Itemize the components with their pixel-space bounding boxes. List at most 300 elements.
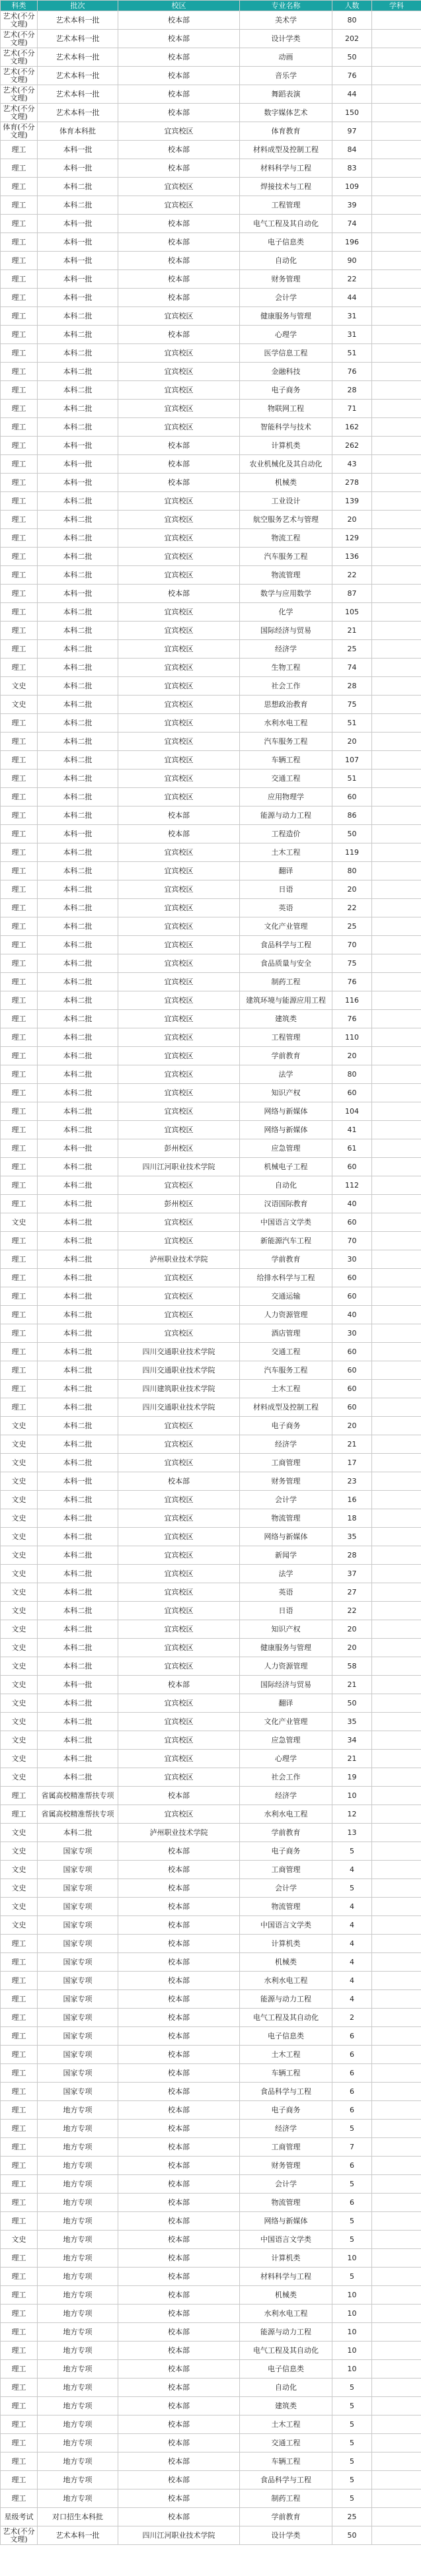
cell-subject: 理工	[1, 806, 38, 825]
cell-major: 化学	[240, 603, 332, 622]
cell-count: 25	[332, 640, 372, 659]
cell-campus: 宜宾校区	[118, 1102, 240, 1121]
cell-batch: 地方专项	[38, 2397, 118, 2415]
cell-campus: 校本部	[118, 2268, 240, 2286]
cell-campus: 宜宾校区	[118, 1602, 240, 1620]
table-row	[1, 659, 421, 677]
cell-major: 酒店管理	[240, 1324, 332, 1343]
cell-batch: 本科二批	[38, 954, 118, 973]
cell-discipline	[372, 1620, 421, 1639]
cell-count: 27	[332, 1583, 372, 1602]
cell-batch: 艺术本科一批	[38, 30, 118, 48]
cell-discipline	[372, 696, 421, 714]
cell-count: 4	[332, 1861, 372, 1879]
cell-subject: 文史	[1, 1565, 38, 1583]
table-row	[1, 2360, 421, 2379]
table-row	[1, 1676, 421, 1694]
table-row	[1, 640, 421, 659]
cell-major: 制药工程	[240, 973, 332, 991]
cell-major: 学前教育	[240, 1047, 332, 1065]
table-row	[1, 899, 421, 917]
cell-major: 水利水电工程	[240, 2305, 332, 2323]
cell-major: 文化产业管理	[240, 1713, 332, 1731]
cell-discipline	[372, 1842, 421, 1861]
cell-major: 水利水电工程	[240, 1972, 332, 1990]
cell-batch: 本科一批	[38, 215, 118, 233]
cell-campus: 校本部	[118, 1898, 240, 1916]
cell-campus: 校本部	[118, 141, 240, 159]
cell-major: 食品科学与工程	[240, 2471, 332, 2489]
cell-count: 76	[332, 67, 372, 85]
cell-campus: 校本部	[118, 474, 240, 492]
cell-discipline	[372, 1602, 421, 1620]
cell-discipline	[372, 1750, 421, 1768]
cell-subject: 理工	[1, 455, 38, 474]
cell-discipline	[372, 233, 421, 252]
cell-discipline	[372, 2342, 421, 2360]
cell-campus: 宜宾校区	[118, 1639, 240, 1657]
cell-discipline	[372, 751, 421, 769]
cell-campus: 校本部	[118, 1916, 240, 1935]
cell-subject: 理工	[1, 2212, 38, 2231]
cell-count: 25	[332, 917, 372, 936]
cell-major: 日语	[240, 1602, 332, 1620]
cell-count: 5	[332, 2434, 372, 2452]
cell-batch: 本科二批	[38, 936, 118, 954]
cell-discipline	[372, 1398, 421, 1417]
cell-count: 40	[332, 1306, 372, 1324]
cell-major: 会计学	[240, 2175, 332, 2194]
cell-subject: 文史	[1, 1842, 38, 1861]
cell-batch: 国家专项	[38, 2064, 118, 2083]
cell-major: 知识产权	[240, 1620, 332, 1639]
cell-discipline	[372, 30, 421, 48]
cell-major: 日语	[240, 880, 332, 899]
cell-subject: 文史	[1, 1417, 38, 1435]
table-row	[1, 1842, 421, 1861]
cell-batch: 国家专项	[38, 1990, 118, 2009]
cell-subject: 理工	[1, 270, 38, 289]
cell-discipline	[372, 1232, 421, 1250]
header-campus: 校区	[118, 1, 240, 11]
cell-count: 10	[332, 2305, 372, 2323]
cell-count: 22	[332, 1602, 372, 1620]
cell-batch: 地方专项	[38, 2286, 118, 2305]
cell-major: 工程管理	[240, 1028, 332, 1047]
cell-major: 国际经济与贸易	[240, 622, 332, 640]
table-row	[1, 2175, 421, 2194]
cell-batch: 国家专项	[38, 1861, 118, 1879]
header-row	[1, 1, 421, 11]
cell-count: 31	[332, 307, 372, 326]
cell-batch: 本科一批	[38, 270, 118, 289]
cell-subject: 理工	[1, 437, 38, 455]
cell-subject: 文史	[1, 1824, 38, 1842]
cell-count: 6	[332, 2194, 372, 2212]
cell-subject: 艺术(不分文理)	[1, 85, 38, 104]
cell-batch: 本科二批	[38, 843, 118, 862]
cell-campus: 宜宾校区	[118, 917, 240, 936]
table-row	[1, 1657, 421, 1676]
cell-count: 4	[332, 1953, 372, 1972]
cell-discipline	[372, 880, 421, 899]
cell-subject: 理工	[1, 492, 38, 511]
cell-campus: 宜宾校区	[118, 1324, 240, 1343]
cell-campus: 校本部	[118, 215, 240, 233]
header-count: 人数	[332, 1, 372, 11]
cell-batch: 本科二批	[38, 1121, 118, 1139]
cell-major: 健康服务与管理	[240, 307, 332, 326]
table-row	[1, 1195, 421, 1213]
cell-campus: 校本部	[118, 2064, 240, 2083]
cell-count: 105	[332, 603, 372, 622]
table-row	[1, 1916, 421, 1935]
table-row	[1, 85, 421, 104]
table-row	[1, 511, 421, 529]
table-row	[1, 1287, 421, 1306]
table-row	[1, 418, 421, 437]
cell-campus: 泸州职业技术学院	[118, 1824, 240, 1842]
table-row	[1, 1343, 421, 1361]
table-row	[1, 178, 421, 196]
cell-discipline	[372, 48, 421, 67]
cell-batch: 地方专项	[38, 2194, 118, 2212]
cell-subject: 理工	[1, 2083, 38, 2101]
table-row	[1, 1583, 421, 1602]
table-row	[1, 2212, 421, 2231]
cell-batch: 本科二批	[38, 1287, 118, 1306]
cell-campus: 校本部	[118, 48, 240, 67]
cell-discipline	[372, 2120, 421, 2138]
cell-batch: 本科二批	[38, 973, 118, 991]
cell-count: 10	[332, 2323, 372, 2342]
table-row	[1, 215, 421, 233]
table-row	[1, 1509, 421, 1528]
table-row	[1, 806, 421, 825]
cell-discipline	[372, 363, 421, 381]
cell-discipline	[372, 1269, 421, 1287]
cell-batch: 地方专项	[38, 2120, 118, 2138]
cell-subject: 文史	[1, 1602, 38, 1620]
cell-count: 37	[332, 1565, 372, 1583]
cell-batch: 本科二批	[38, 1620, 118, 1639]
cell-subject: 文史	[1, 1491, 38, 1509]
cell-major: 电子信息类	[240, 2360, 332, 2379]
cell-count: 74	[332, 215, 372, 233]
cell-batch: 本科二批	[38, 1491, 118, 1509]
cell-major: 学前教育	[240, 2508, 332, 2526]
cell-major: 设计学类	[240, 30, 332, 48]
table-row	[1, 2120, 421, 2138]
cell-count: 30	[332, 1250, 372, 1269]
cell-discipline	[372, 991, 421, 1010]
cell-discipline	[372, 1213, 421, 1232]
cell-discipline	[372, 2249, 421, 2268]
cell-count: 6	[332, 2064, 372, 2083]
cell-discipline	[372, 1084, 421, 1102]
cell-campus: 校本部	[118, 2009, 240, 2027]
cell-campus: 泸州职业技术学院	[118, 1250, 240, 1269]
cell-count: 19	[332, 1768, 372, 1787]
cell-discipline	[372, 2452, 421, 2471]
table-row	[1, 1454, 421, 1472]
table-row	[1, 733, 421, 751]
cell-major: 中国语言文学类	[240, 1916, 332, 1935]
cell-campus: 宜宾校区	[118, 1768, 240, 1787]
cell-count: 129	[332, 529, 372, 548]
cell-count: 90	[332, 252, 372, 270]
cell-discipline	[372, 1824, 421, 1842]
cell-major: 中国语言文学类	[240, 2231, 332, 2249]
table-row	[1, 1602, 421, 1620]
table-row	[1, 2323, 421, 2342]
cell-major: 航空服务艺术与管理	[240, 511, 332, 529]
cell-discipline	[372, 1121, 421, 1139]
cell-campus: 宜宾校区	[118, 1713, 240, 1731]
cell-batch: 本科二批	[38, 917, 118, 936]
cell-discipline	[372, 2009, 421, 2027]
cell-count: 4	[332, 1916, 372, 1935]
cell-count: 5	[332, 1879, 372, 1898]
cell-subject: 理工	[1, 1250, 38, 1269]
table-row	[1, 2083, 421, 2101]
cell-count: 31	[332, 326, 372, 344]
cell-subject: 文史	[1, 1454, 38, 1472]
cell-count: 278	[332, 474, 372, 492]
cell-discipline	[372, 622, 421, 640]
cell-subject: 艺术(不分文理)	[1, 67, 38, 85]
cell-discipline	[372, 1676, 421, 1694]
cell-batch: 本科一批	[38, 437, 118, 455]
cell-count: 20	[332, 1417, 372, 1435]
cell-subject: 理工	[1, 1047, 38, 1065]
cell-campus: 校本部	[118, 2249, 240, 2268]
cell-major: 应急管理	[240, 1139, 332, 1158]
cell-discipline	[372, 2434, 421, 2452]
cell-batch: 国家专项	[38, 1935, 118, 1953]
cell-discipline	[372, 1472, 421, 1491]
cell-major: 汽车服务工程	[240, 1361, 332, 1380]
cell-major: 医学信息工程	[240, 344, 332, 363]
table-row	[1, 104, 421, 122]
cell-count: 71	[332, 400, 372, 418]
cell-campus: 宜宾校区	[118, 1491, 240, 1509]
cell-discipline	[372, 585, 421, 603]
table-row	[1, 363, 421, 381]
cell-campus: 校本部	[118, 252, 240, 270]
cell-major: 社会工作	[240, 677, 332, 696]
table-row	[1, 751, 421, 769]
cell-campus: 校本部	[118, 270, 240, 289]
cell-major: 食品科学与工程	[240, 2083, 332, 2101]
cell-discipline	[372, 1380, 421, 1398]
cell-major: 知识产权	[240, 1084, 332, 1102]
cell-campus: 校本部	[118, 2120, 240, 2138]
cell-batch: 本科二批	[38, 307, 118, 326]
cell-campus: 校本部	[118, 159, 240, 178]
cell-subject: 文史	[1, 1879, 38, 1898]
cell-batch: 本科一批	[38, 1472, 118, 1491]
cell-campus: 校本部	[118, 585, 240, 603]
cell-major: 会计学	[240, 1879, 332, 1898]
cell-batch: 地方专项	[38, 2415, 118, 2434]
cell-campus: 校本部	[118, 30, 240, 48]
cell-batch: 国家专项	[38, 2083, 118, 2101]
cell-subject: 理工	[1, 2415, 38, 2434]
cell-discipline	[372, 511, 421, 529]
cell-discipline	[372, 1694, 421, 1713]
cell-major: 电子商务	[240, 381, 332, 400]
table-row	[1, 2434, 421, 2452]
cell-major: 物流管理	[240, 1898, 332, 1916]
cell-count: 43	[332, 455, 372, 474]
cell-count: 5	[332, 2120, 372, 2138]
cell-count: 28	[332, 381, 372, 400]
table-row	[1, 1953, 421, 1972]
cell-subject: 理工	[1, 1084, 38, 1102]
cell-subject: 理工	[1, 1065, 38, 1084]
cell-discipline	[372, 2526, 421, 2545]
cell-count: 80	[332, 862, 372, 880]
cell-campus: 彭州校区	[118, 1139, 240, 1158]
cell-batch: 本科二批	[38, 1546, 118, 1565]
cell-subject: 理工	[1, 2360, 38, 2379]
cell-count: 5	[332, 2175, 372, 2194]
table-row	[1, 307, 421, 326]
table-row	[1, 289, 421, 307]
cell-campus: 宜宾校区	[118, 400, 240, 418]
cell-subject: 理工	[1, 1176, 38, 1195]
cell-major: 体育教育	[240, 122, 332, 141]
table-row	[1, 455, 421, 474]
cell-discipline	[372, 899, 421, 917]
cell-major: 法学	[240, 1065, 332, 1084]
cell-discipline	[372, 677, 421, 696]
cell-batch: 本科二批	[38, 1602, 118, 1620]
cell-discipline	[372, 381, 421, 400]
cell-subject: 文史	[1, 1435, 38, 1454]
table-row	[1, 843, 421, 862]
cell-batch: 艺术本科一批	[38, 104, 118, 122]
cell-campus: 校本部	[118, 1935, 240, 1953]
cell-campus: 宜宾校区	[118, 1010, 240, 1028]
cell-subject: 理工	[1, 252, 38, 270]
cell-count: 20	[332, 880, 372, 899]
table-row	[1, 991, 421, 1010]
table-row	[1, 1898, 421, 1916]
cell-major: 给排水科学与工程	[240, 1269, 332, 1287]
cell-count: 21	[332, 622, 372, 640]
cell-major: 工商管理	[240, 1454, 332, 1472]
cell-count: 44	[332, 289, 372, 307]
cell-discipline	[372, 104, 421, 122]
table-row	[1, 1639, 421, 1657]
cell-major: 动画	[240, 48, 332, 67]
cell-subject: 文史	[1, 1620, 38, 1639]
cell-batch: 本科二批	[38, 326, 118, 344]
cell-count: 60	[332, 1398, 372, 1417]
cell-count: 87	[332, 585, 372, 603]
table-row	[1, 2249, 421, 2268]
cell-count: 50	[332, 825, 372, 843]
cell-batch: 本科二批	[38, 1324, 118, 1343]
cell-campus: 校本部	[118, 1861, 240, 1879]
cell-discipline	[372, 1657, 421, 1676]
cell-subject: 文史	[1, 1898, 38, 1916]
cell-discipline	[372, 825, 421, 843]
cell-discipline	[372, 1935, 421, 1953]
cell-campus: 校本部	[118, 67, 240, 85]
cell-batch: 艺术本科一批	[38, 67, 118, 85]
cell-count: 60	[332, 1361, 372, 1380]
cell-campus: 宜宾校区	[118, 880, 240, 899]
cell-subject: 理工	[1, 603, 38, 622]
cell-batch: 本科二批	[38, 751, 118, 769]
cell-count: 22	[332, 899, 372, 917]
table-row	[1, 2397, 421, 2415]
table-row	[1, 2286, 421, 2305]
cell-discipline	[372, 2046, 421, 2064]
cell-discipline	[372, 1361, 421, 1380]
cell-batch: 本科二批	[38, 659, 118, 677]
cell-campus: 宜宾校区	[118, 178, 240, 196]
cell-discipline	[372, 862, 421, 880]
cell-count: 40	[332, 1195, 372, 1213]
cell-batch: 国家专项	[38, 1953, 118, 1972]
cell-count: 5	[332, 2231, 372, 2249]
cell-subject: 理工	[1, 1028, 38, 1047]
cell-campus: 宜宾校区	[118, 1232, 240, 1250]
cell-discipline	[372, 2083, 421, 2101]
table-row	[1, 1417, 421, 1435]
table-row	[1, 1565, 421, 1583]
cell-batch: 本科二批	[38, 344, 118, 363]
cell-campus: 四川建筑职业技术学院	[118, 1380, 240, 1398]
table-row	[1, 696, 421, 714]
cell-campus: 校本部	[118, 2101, 240, 2120]
cell-count: 51	[332, 714, 372, 733]
cell-subject: 理工	[1, 1805, 38, 1824]
cell-subject: 理工	[1, 1990, 38, 2009]
cell-discipline	[372, 1972, 421, 1990]
table-row	[1, 529, 421, 548]
cell-subject: 理工	[1, 178, 38, 196]
cell-discipline	[372, 917, 421, 936]
cell-batch: 本科二批	[38, 1583, 118, 1602]
cell-campus: 宜宾校区	[118, 1509, 240, 1528]
cell-discipline	[372, 548, 421, 566]
cell-batch: 本科一批	[38, 289, 118, 307]
cell-count: 17	[332, 1454, 372, 1472]
cell-major: 电气工程及其自动化	[240, 215, 332, 233]
cell-discipline	[372, 1990, 421, 2009]
cell-discipline	[372, 344, 421, 363]
table-row	[1, 1435, 421, 1454]
cell-campus: 校本部	[118, 2489, 240, 2508]
cell-count: 6	[332, 2101, 372, 2120]
cell-campus: 宜宾校区	[118, 603, 240, 622]
table-row	[1, 2526, 421, 2545]
cell-campus: 校本部	[118, 2083, 240, 2101]
cell-major: 音乐学	[240, 67, 332, 85]
header-major: 专业名称	[240, 1, 332, 11]
cell-batch: 地方专项	[38, 2342, 118, 2360]
cell-batch: 本科二批	[38, 1731, 118, 1750]
cell-subject: 理工	[1, 381, 38, 400]
cell-campus: 校本部	[118, 2046, 240, 2064]
cell-major: 物流工程	[240, 529, 332, 548]
cell-campus: 宜宾校区	[118, 622, 240, 640]
